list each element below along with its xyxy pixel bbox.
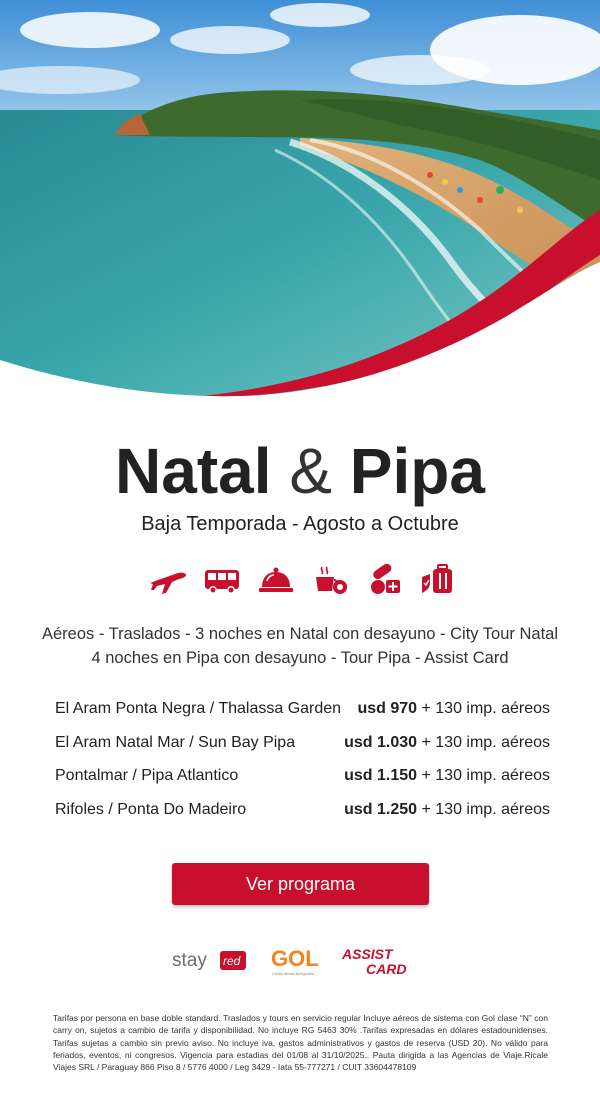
rate-row [55,801,550,835]
hotel-bell-icon [256,563,296,597]
ver-programa-button[interactable]: Ver programa [172,863,429,905]
luggage-icon [418,563,458,597]
rate-price [344,767,550,785]
rate-price-extra: + 130 imp. aéreos [417,733,550,751]
rate-price-amount: usd 1.150 [344,767,418,784]
rate-price-amount: usd 1.250 [344,800,418,818]
assist-logo-text: ASSIST [342,946,393,962]
card-logo-text: CARD [366,961,407,977]
rate-price-amount: usd 1.030 [344,733,418,751]
rate-price-extra: + 130 imp. aéreos [417,767,550,784]
rate-price-extra: + 130 imp. aéreos [417,700,550,717]
subtitle: Baja Temporada - Agosto a Octubre [141,513,459,535]
rate-price [344,734,550,752]
package-description [0,622,600,670]
service-icons [148,563,458,597]
stay-logo-text: stay [172,950,207,971]
rate-price-extra: + 130 imp. aéreos [417,800,550,818]
rate-row [55,767,550,801]
rate-hotel: Rifoles / Ponta Do Madeiro [55,800,247,818]
assist-card-logo[interactable] [338,944,432,978]
stay-red-logo[interactable] [170,944,248,978]
red-logo-text: red [223,954,241,968]
title-ampersand: & [289,435,333,507]
title-natal: Natal [115,435,272,507]
rate-price-amount: usd 970 [357,700,418,717]
page-title [0,436,600,506]
medicine-icon [364,563,404,597]
title-pipa: Pipa [349,435,485,507]
airplane-icon [148,563,188,597]
gol-logo-text: GOL [271,946,319,971]
rates-list [55,700,550,834]
description-line-2: 4 noches en Pipa con desayuno - Tour Pipa - Assist Card [91,649,509,667]
rate-row [55,700,550,734]
bus-icon [202,563,242,597]
rate-hotel: El Aram Ponta Negra / Thalassa Garden [55,700,342,717]
hero-image [0,0,600,400]
legal-disclaimer: Tarifas por persona en base doble standard. Traslados y tours en servicio regular Incluye aéreos de sistema con Gol clase “N” con carry on, sujetos a cambio de tarifa y disponibilidad. No incluye RG 5463 30% .Tarifas expresadas en dólares estadounidenses. Tarifas sujetas a cambio sin previo aviso. No incluye iva, gastos administrativos y gastos de reserva (USD 20). No válido para feriados, eventos, ni congresos. Vigencia para estadias del 01/08 al 31/10/2025.. Pauta dirigida a las Agencias de Viaje.Ricale Viajes SRL / Paraguay 866 Piso 8 / 5776 4000 / Leg 3429 - Iata 55-777271 / CUIT 33604478109 [53,1013,548,1073]
breakfast-icon [310,563,350,597]
partner-logos [170,944,432,978]
gol-tagline: Linhas aéreas inteligentes [272,972,314,976]
rate-price [357,700,550,718]
rate-row [55,734,550,768]
rate-hotel: El Aram Natal Mar / Sun Bay Pipa [55,733,296,751]
description-line-1: Aéreos - Traslados - 3 noches en Natal con desayuno - City Tour Natal [41,625,559,643]
rate-price [344,801,550,819]
rate-hotel: Pontalmar / Pipa Atlantico [55,767,239,784]
gol-logo[interactable] [270,944,322,978]
